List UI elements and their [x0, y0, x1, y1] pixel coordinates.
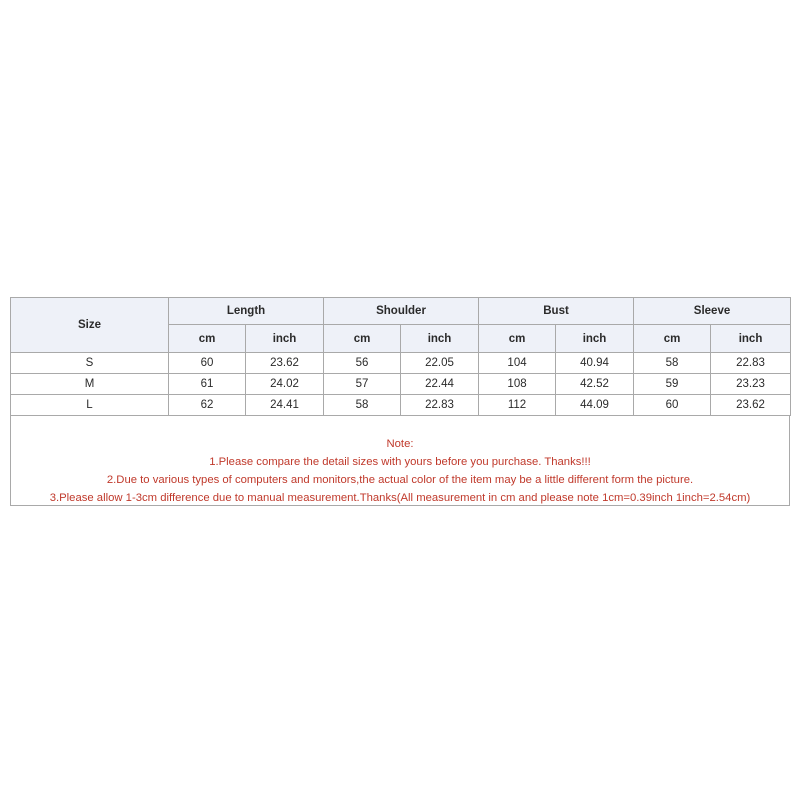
size-column-header: Size — [11, 298, 169, 353]
bust-inch-cell: 40.94 — [556, 353, 634, 374]
shoulder-cm-cell: 56 — [324, 353, 401, 374]
length-cm-cell: 61 — [169, 374, 246, 395]
shoulder-inch-cell: 22.44 — [401, 374, 479, 395]
bust-inch-cell: 42.52 — [556, 374, 634, 395]
note-title: Note: — [386, 438, 414, 450]
sleeve-cm-cell: 60 — [634, 395, 711, 416]
size-chart — [10, 297, 790, 506]
length-cm-cell: 60 — [169, 353, 246, 374]
bust-inch-cell: 44.09 — [556, 395, 634, 416]
sleeve-cm-cell: 58 — [634, 353, 711, 374]
shoulder-inch-cell: 22.83 — [401, 395, 479, 416]
table-row — [11, 353, 791, 374]
bust-cm-header: cm — [479, 325, 556, 353]
shoulder-cm-cell: 57 — [324, 374, 401, 395]
note-line-2: 2.Due to various types of computers and monitors,the actual color of the item may be a little different form the picture. — [106, 474, 694, 486]
shoulder-group-header: Shoulder — [324, 298, 479, 325]
sleeve-inch-header: inch — [711, 325, 791, 353]
shoulder-cm-cell: 58 — [324, 395, 401, 416]
size-cell: L — [11, 395, 169, 416]
table-row — [11, 395, 791, 416]
shoulder-cm-header: cm — [324, 325, 401, 353]
bust-inch-header: inch — [556, 325, 634, 353]
bust-cm-cell: 108 — [479, 374, 556, 395]
length-inch-cell: 24.02 — [246, 374, 324, 395]
length-inch-cell: 23.62 — [246, 353, 324, 374]
note-line-1: 1.Please compare the detail sizes with yours before you purchase. Thanks!!! — [209, 456, 591, 468]
sleeve-group-header: Sleeve — [634, 298, 791, 325]
sleeve-inch-cell: 23.23 — [711, 374, 791, 395]
note-line-3: 3.Please allow 1-3cm difference due to manual measurement.Thanks(All measurement in cm and please note 1cm=0.39inch 1inch=2.54cm) — [49, 492, 751, 504]
notes-box — [10, 416, 790, 506]
length-group-header: Length — [169, 298, 324, 325]
sleeve-inch-cell: 22.83 — [711, 353, 791, 374]
sleeve-cm-cell: 59 — [634, 374, 711, 395]
bust-group-header: Bust — [479, 298, 634, 325]
bust-cm-cell: 112 — [479, 395, 556, 416]
length-cm-header: cm — [169, 325, 246, 353]
length-inch-header: inch — [246, 325, 324, 353]
bust-cm-cell: 104 — [479, 353, 556, 374]
sleeve-cm-header: cm — [634, 325, 711, 353]
sleeve-inch-cell: 23.62 — [711, 395, 791, 416]
length-inch-cell: 24.41 — [246, 395, 324, 416]
size-cell: S — [11, 353, 169, 374]
size-cell: M — [11, 374, 169, 395]
size-table — [10, 297, 791, 416]
shoulder-inch-cell: 22.05 — [401, 353, 479, 374]
shoulder-inch-header: inch — [401, 325, 479, 353]
length-cm-cell: 62 — [169, 395, 246, 416]
table-row — [11, 374, 791, 395]
